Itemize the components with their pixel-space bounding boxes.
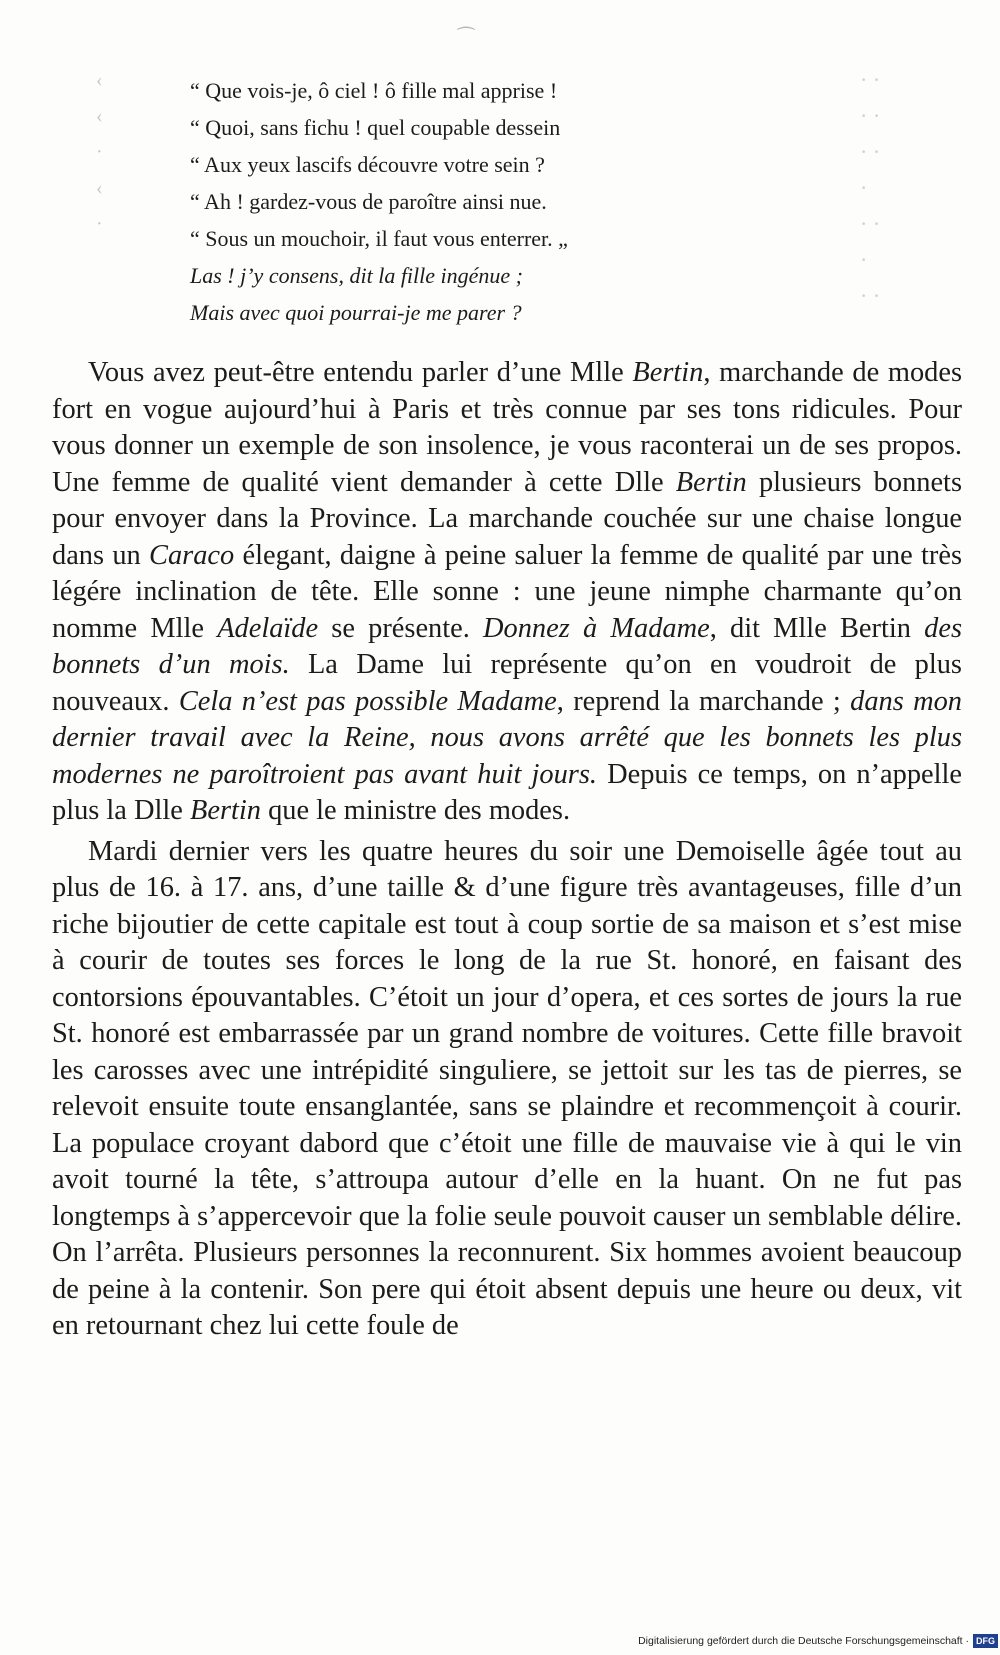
text-run: La Dame lui représente qu’on en voudroit de plus nouveaux. xyxy=(52,649,962,717)
verse-block xyxy=(190,72,850,331)
text-run: , dit Mlle Bertin xyxy=(709,612,925,644)
text-run: Bertin xyxy=(675,466,747,498)
text-run: dans mon dernier travail avec la Reine, nous avons arrêté que les bonnets les plus modernes ne paroîtroient pas avant huit jours. xyxy=(52,685,962,790)
text-run: , reprend la marchande ; xyxy=(556,685,851,717)
dfg-logo: DFG xyxy=(973,1634,998,1648)
verse-line: Las ! j’y consens, dit la fille ingénue ; xyxy=(190,263,523,288)
prose-block xyxy=(52,355,962,1345)
text-run: Bertin xyxy=(190,795,261,826)
verse-line: “ Quoi, sans fichu ! quel coupable dessein xyxy=(190,115,561,140)
text-run: Caraco xyxy=(149,539,235,571)
verse-line: “ Aux yeux lascifs découvre votre sein ? xyxy=(190,152,545,177)
show-through-right: · · · · · · · · · · · · xyxy=(860,67,881,308)
paragraph-2: Mardi dernier vers les quatre heures du soir une Demoiselle âgée tout au plus de 16. à 17. ans, d’une taille & d’une figure très avantageuses, fille d’un riche bijoutier de cette capitale est tout à coup sortie de sa maison et s’est mise à courir de toutes ses forces le long de la rue St. honoré, en faisant des contorsions épouvantables. C’étoit un jour d’opera, et ces sortes de jours la rue St. honoré est embarrassée par un grand nombre de voitures. Cette fille bravoit les carosses avec une intrépidité singuliere, se jettoit sur les tas de pierres, se relevoit ensuite toute ensanglantée, sans se plaindre et recommençoit à courir. La populace croyant dabord que c’étoit une fille de mauvaise vie à qui le vin avoit tourné la tête, s’attroupa autour d’elle en la huant. On ne fut pas longtemps à s’appercevoir que la folie seule pouvoit causer un semblable délire. On l’arrêta. Plusieurs personnes la reconnurent. Six hommes avoient beaucoup de peine à la contenir. Son pere qui étoit absent depuis une heure ou deux, vit en retournant chez lui cette foule de xyxy=(52,835,962,1341)
text-run: plusieurs bonnets pour envoyer dans la Province. La marchande couchée sur une chaise longue dans un xyxy=(52,466,962,571)
text-run: se présente. xyxy=(318,612,484,644)
verse-line: Mais avec quoi pourrai-je me parer ? xyxy=(190,300,522,325)
text-run: Cela n’est pas possible Madame xyxy=(178,685,557,717)
digitization-footer xyxy=(610,1630,998,1652)
paragraph-1 xyxy=(52,355,962,830)
text-run: Adelaïde xyxy=(217,612,319,644)
text-run: Donnez à Madame xyxy=(483,612,710,644)
text-run: que le ministre des modes. xyxy=(260,795,571,826)
page-top-mark: ⁀ xyxy=(458,28,475,50)
text-run: élegant, daigne à peine saluer la femme de qualité par une très légére inclination de tête. Elle sonne : une jeune nimphe charmante qu’on nomme Mlle xyxy=(52,539,962,644)
footer-credit: Digitalisierung gefördert durch die Deutsche Forschungsgemeinschaft · xyxy=(638,1635,969,1647)
verse-line: “ Ah ! gardez-vous de paroître ainsi nue. xyxy=(190,189,547,214)
show-through-left: ‹ ‹ · ‹ · xyxy=(96,69,103,235)
text-run: Vous avez peut-être entendu parler d’une Mlle xyxy=(88,357,633,388)
verse-line: “ Sous un mouchoir, il faut vous enterrer. „ xyxy=(190,226,568,251)
text-run: , marchande de modes fort en vogue aujourd’hui à Paris et très connue par ses tons ridicules. Pour vous donner un exemple de son insolence, je vous raconterai un de ses propos. Une femme de qualité vient demander à cette Dlle xyxy=(52,357,963,498)
verse-line: “ Que vois-je, ô ciel ! ô fille mal apprise ! xyxy=(190,78,558,103)
text-run: des bonnets d’un mois. xyxy=(52,612,963,680)
text-run: Depuis ce temps, on n’appelle plus la Dlle xyxy=(52,758,963,826)
text-run: Bertin xyxy=(632,357,704,388)
